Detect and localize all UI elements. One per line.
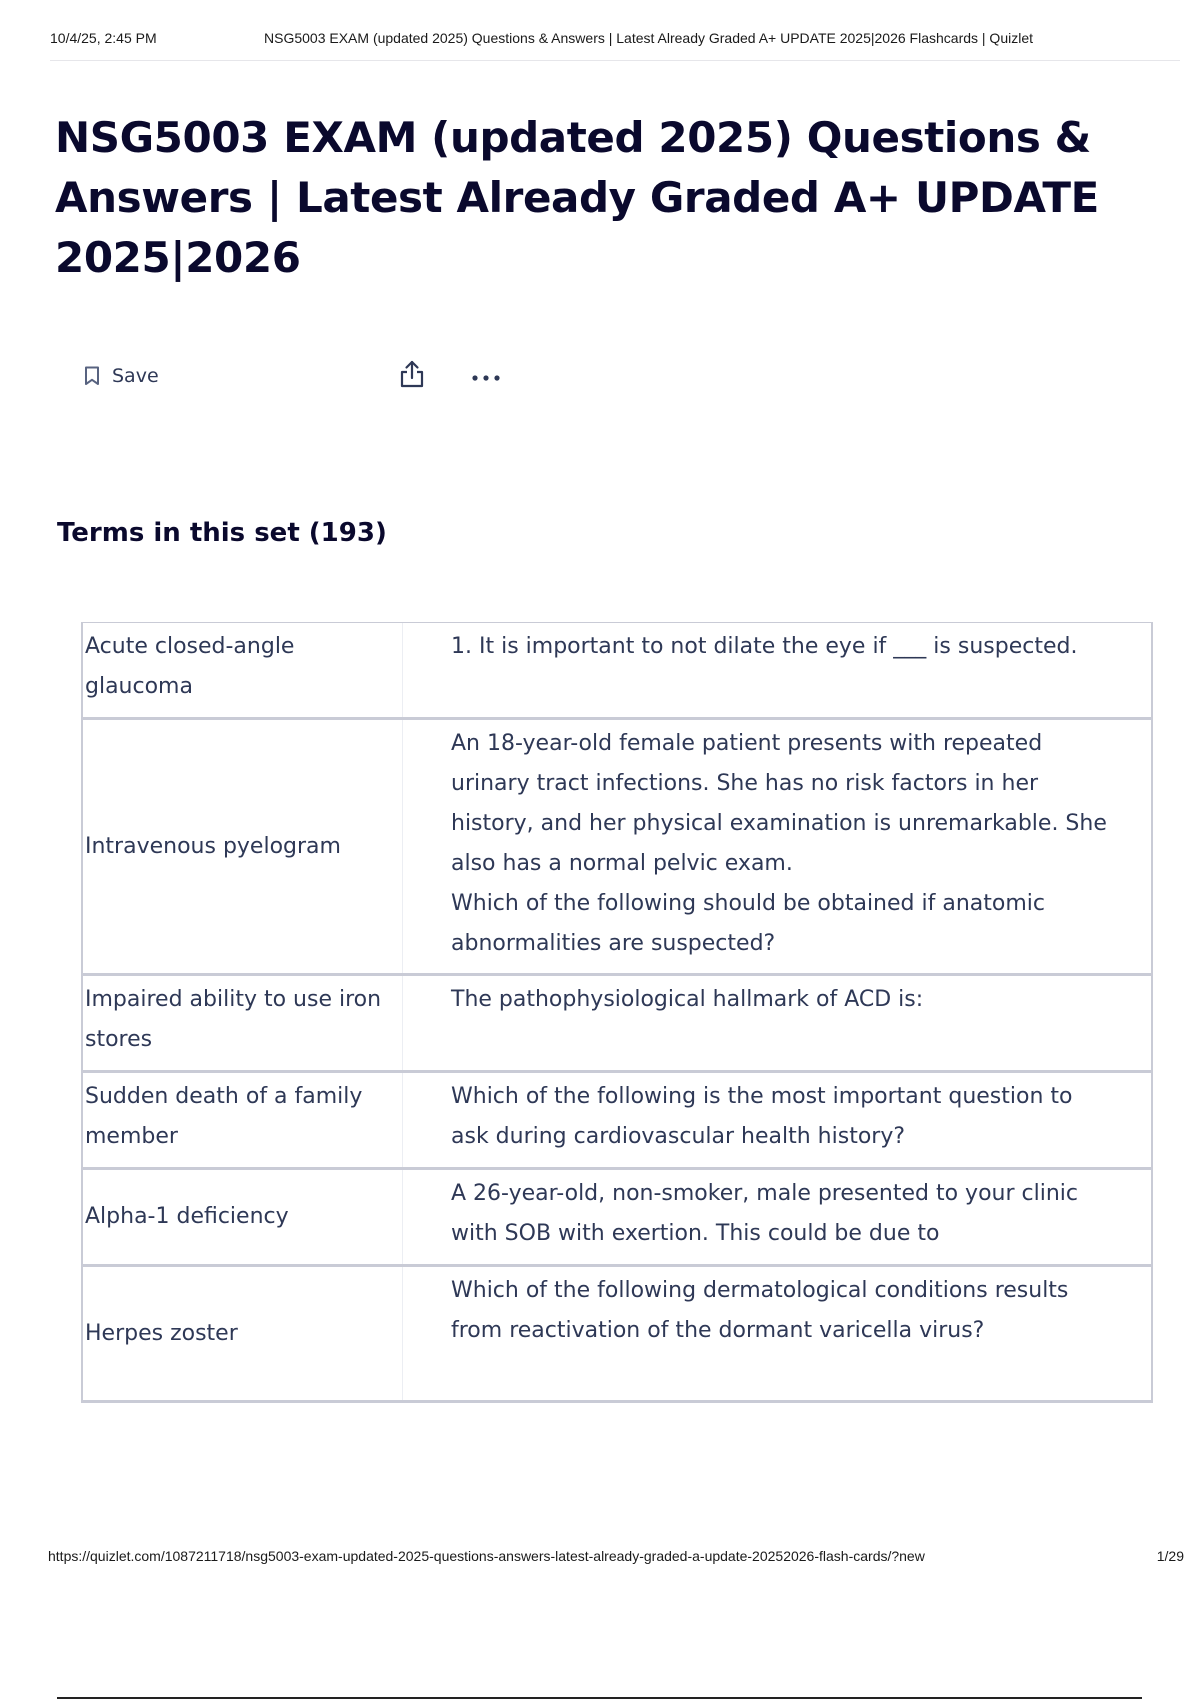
flashcard-list — [81, 622, 1153, 1403]
flashcard-term: Impaired ability to use iron stores — [83, 976, 403, 1070]
set-title: NSG5003 EXAM (updated 2025) Questions & Answers | Latest Already Graded A+ UPDATE 2025|2026 — [55, 113, 1099, 282]
flashcard-definition: Which of the following is the most important question to ask during cardiovascular health history? — [451, 1084, 1073, 1149]
set-actions-bar — [84, 358, 504, 394]
share-button[interactable] — [396, 360, 428, 392]
flashcard-definition: An 18-year-old female patient presents with repeated urinary tract infections. She has no risk factors in her history, and her physical examination is unremarkable. She also has a normal pelvic exam. Which of the following should be obtained if anatomic abnormalities are suspected? — [451, 731, 1107, 956]
flashcard-row — [81, 720, 1153, 976]
print-date: 10/4/25, 2:45 PM — [50, 30, 157, 46]
flashcard-term: Herpes zoster — [83, 1267, 403, 1400]
flashcard-term: Acute closed-angle glaucoma — [83, 623, 403, 717]
print-header — [50, 30, 1180, 61]
flashcard-term: Alpha-1 deficiency — [83, 1170, 403, 1264]
print-page-title: NSG5003 EXAM (updated 2025) Questions & Answers | Latest Already Graded A+ UPDATE 2025|2026 Flashcards | Quizlet — [264, 30, 1034, 46]
page-number: 1/29 — [1156, 1548, 1184, 1564]
more-options-button[interactable] — [466, 360, 506, 392]
flashcard-term: Sudden death of a family member — [83, 1073, 403, 1167]
page-bottom-divider — [57, 1697, 1142, 1699]
bookmark-icon — [84, 366, 100, 386]
save-label: Save — [112, 365, 159, 387]
save-button[interactable] — [84, 358, 159, 394]
flashcard-row — [81, 976, 1153, 1073]
flashcard-row — [81, 623, 1153, 720]
flashcard-definition: A 26-year-old, non-smoker, male presented to your clinic with SOB with exertion. This could be due to — [451, 1181, 1078, 1246]
terms-heading: Terms in this set (193) — [57, 518, 387, 548]
flashcard-row — [81, 1073, 1153, 1170]
share-icon — [398, 359, 426, 393]
flashcard-definition: The pathophysiological hallmark of ACD is: — [451, 987, 924, 1012]
flashcard-row — [81, 1267, 1153, 1403]
flashcard-definition: 1. It is important to not dilate the eye if ___ is suspected. — [451, 634, 1078, 659]
flashcard-row — [81, 1170, 1153, 1267]
page-url: https://quizlet.com/1087211718/nsg5003-exam-updated-2025-questions-answers-latest-already-graded-a-update-20252026-flash-cards/?new — [48, 1548, 925, 1564]
flashcard-term: Intravenous pyelogram — [83, 720, 403, 973]
flashcard-definition: Which of the following dermatological conditions results from reactivation of the dormant varicella virus? — [451, 1278, 1069, 1343]
more-horizontal-icon — [471, 367, 501, 386]
